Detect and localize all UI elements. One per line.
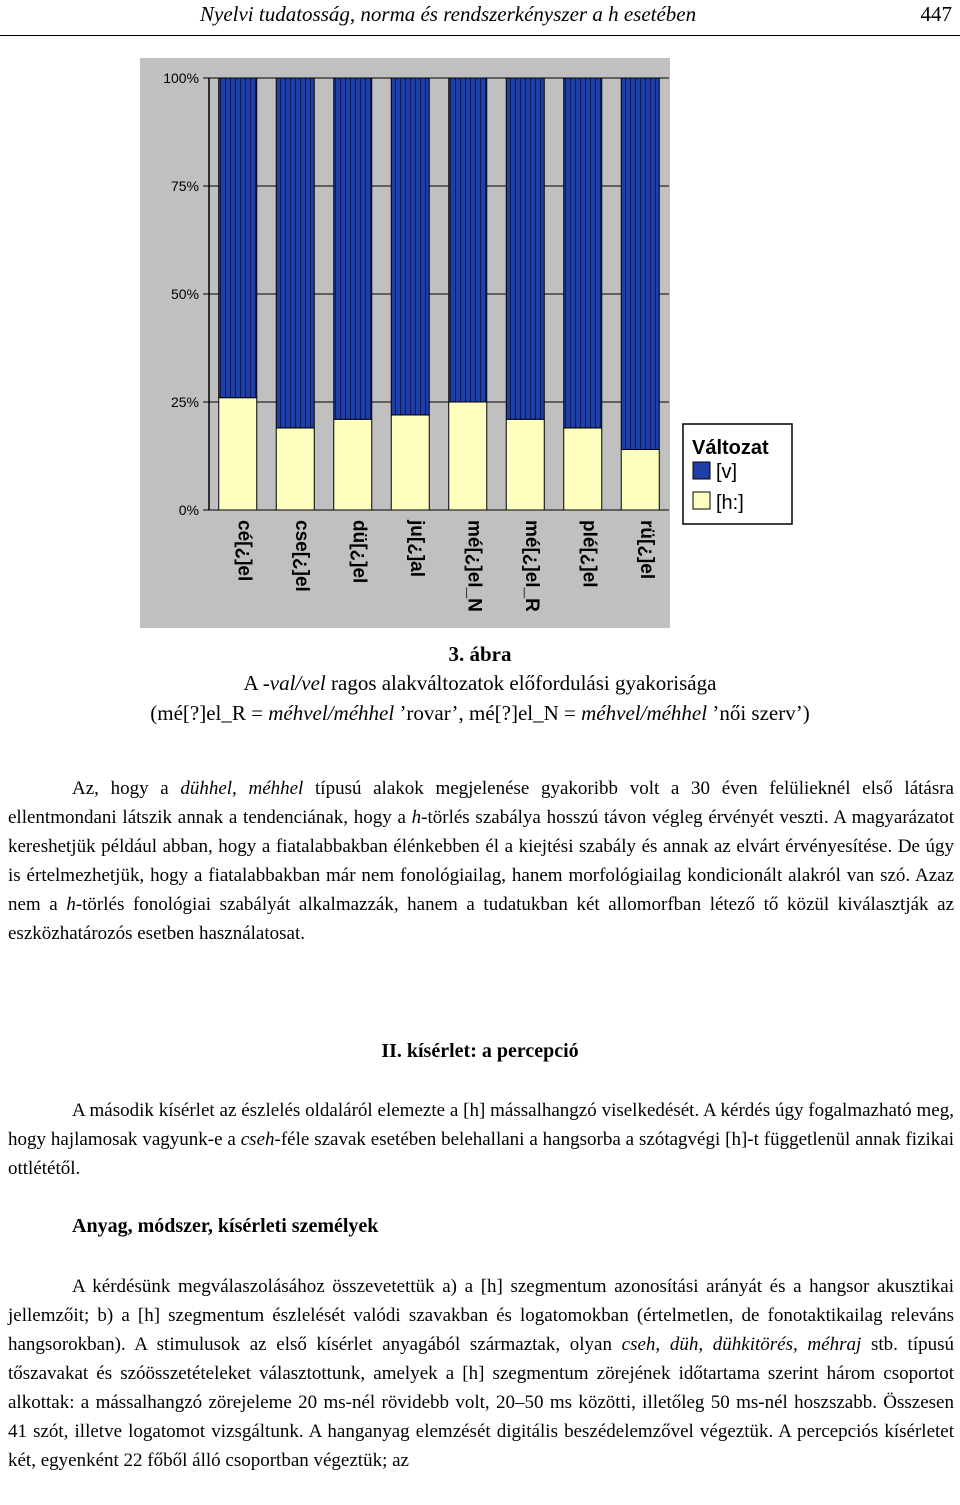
bar-segment-h <box>621 450 659 510</box>
bar-segment-h <box>219 398 257 510</box>
legend-swatch-h <box>693 492 710 509</box>
bar-segment-h <box>334 419 372 510</box>
subsection-title: Anyag, módszer, kísérleti személyek <box>72 1215 379 1237</box>
y-tick-label: 50% <box>170 286 199 302</box>
paragraph-experiment: A második kísérlet az észlelés oldaláról elemezte a [h] mássalhangzó viselkedését. A kérdés úgy fogalmazható meg, hogy hajlamosak vagyunk-e a cseh-féle szavak esetében belehallani a hangsorba a szótagvégi [h]-t függetlenül annak fizikai ottlététől. <box>8 1100 955 1179</box>
bar-segment-h <box>449 402 487 510</box>
bar-segment-h <box>391 415 429 510</box>
y-tick-label: 75% <box>170 178 199 194</box>
figure-caption-line1: A -val/vel ragos alakváltozatok előfordulási gyakorisága <box>243 671 717 695</box>
bar-segment-v <box>564 78 602 428</box>
bar-segment-h <box>506 419 544 510</box>
y-tick-label: 0% <box>178 502 199 518</box>
x-tick-label: ju[¿]al <box>406 520 428 577</box>
bar-segment-v <box>219 78 257 398</box>
figure-chart <box>0 58 960 628</box>
y-tick-label: 25% <box>170 394 199 410</box>
y-tick-label: 100% <box>163 70 199 86</box>
legend-title: Változat <box>692 437 769 459</box>
paragraph-method: A kérdésünk megválaszolásához összevetettük a) a [h] szegmentum azonosítási arányát és a hangsor akusztikai jellemzőit; b) a [h] szegmentum észlelését valódi szavakban és logatomokban (értelmetlen, de fonotaktikailag releváns hangsorokban). A stimulusok az első kísérlet anyagából származtak, olyan cseh, düh, dühkitörés, méhraj stb. típusú tőszavakat és szóösszetételeket választottunk, amelyek a [h] szegmentum zörejének időtartama szerint három csoportot alkottak: a mássalhangzó zörejeleme 20 ms-nél rövidebb volt, 20–50 ms közötti, illetőleg 50 ms-nél hoszszabb. Összesen 41 szót, illetve logatomot vizsgáltunk. A hanganyag elemzését digitális beszédelemzővel végeztük. A percepciós kísérletet két, egyenként 22 főből álló csoportban végeztük; az <box>8 1276 954 1471</box>
legend-label-h: [h:] <box>716 492 744 514</box>
bar-segment-h <box>564 428 602 510</box>
figure-caption-line2: (mé[?]el_R = méhvel/méhhel ’rovar’, mé[?]el_N = méhvel/méhhel ’női szerv’) <box>150 701 810 725</box>
bar-segment-v <box>506 78 544 419</box>
x-tick-label: cse[¿]el <box>291 520 313 592</box>
legend-swatch-v <box>693 462 710 479</box>
x-tick-label: dü[¿]el <box>348 520 370 584</box>
bar-segment-v <box>621 78 659 450</box>
figure-number: 3. ábra <box>448 642 512 666</box>
stacked-bar-chart <box>0 58 960 628</box>
bar-segment-h <box>276 428 314 510</box>
bar-segment-v <box>391 78 429 415</box>
x-tick-label: mé[¿]el_N <box>463 520 485 612</box>
paragraph-discussion: Az, hogy a dühhel, méhhel típusú alakok megjelenése gyakoribb volt a 30 éven felülieknél első látásra ellentmondani látszik annak a tendenciának, hogy a h-törlés szabálya hosszú távon végleg érvényét veszti. A magyarázatot kereshetjük például abban, hogy a fiatalabbakban élénkebben él a kiejtési szabály és annak az elvárt érvényesítése. De úgy is értelmezhetjük, hogy a fiatalabbakban már nem fonológiailag, hanem morfológiailag kondicionált alakról van szó. Azaz nem a h-törlés fonológiai szabályát alkalmazzák, hanem a tudatukban két allomorfban létező tő közül kiválasztják az eszközhatározós esetben használatosat. <box>8 778 954 944</box>
running-title: Nyelvi tudatosság, norma és rendszerkényszer a h esetében <box>200 2 697 26</box>
x-tick-label: rü[¿]el <box>636 520 658 580</box>
bar-segment-v <box>334 78 372 419</box>
x-tick-label: cé[¿]el <box>233 520 255 582</box>
chart-legend <box>683 424 792 524</box>
bar-segment-v <box>449 78 487 402</box>
page-number: 447 <box>920 2 952 26</box>
running-header <box>0 0 960 36</box>
legend-label-v: [v] <box>716 461 738 483</box>
bar-segment-v <box>276 78 314 428</box>
x-tick-label: mé[¿]el_R <box>521 520 543 612</box>
section-title: II. kísérlet: a percepció <box>381 1040 579 1062</box>
x-tick-label: plé[¿]el <box>578 520 600 588</box>
